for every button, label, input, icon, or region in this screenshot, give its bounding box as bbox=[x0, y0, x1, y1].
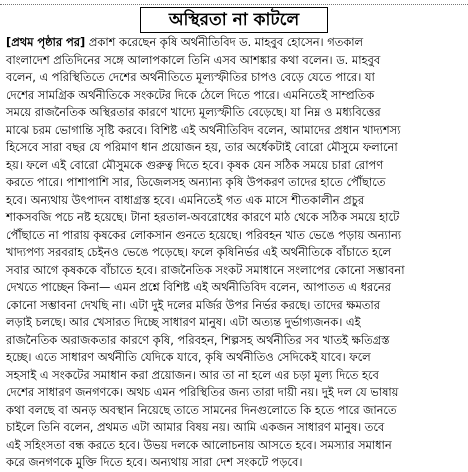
article-line: পৌঁছাতে না পারায় কৃষকের লোকসান গুনতে হয়েছে। পরিবহন খাত ভেঙে পড়ায় অন্যান্য bbox=[6, 227, 402, 242]
article-line: হচ্ছে। এতে সাধারণ অর্থনীতি যেদিকে যাবে, কৃষি অর্থনীতিও সেদিকেই যাবে। ফলে bbox=[6, 350, 371, 364]
article-line: রাজনৈতিক অরাজকতার কারণে কৃষি, পরিবহন, শিল্পসহ অর্থনীতির সব খাতই ক্ষতিগ্রস্ত bbox=[6, 332, 390, 347]
article-line: কোনো সম্ভাবনা দেখছি না। এটা দুই দলের মর্জির উপর নির্ভর করছে। তাদের ক্ষমতার bbox=[6, 297, 380, 312]
article-line: দেশের সামগ্রিক অর্থনীতিকে সংকটের দিকে ঠেলে দিতে পারে। এমনিতেই সাম্প্রতিক bbox=[6, 87, 375, 102]
article-line: করতে পারে। পাশাপাশি সার, ডিজেলসহ অন্যান্য কৃষি উপকরণ তাদের হাতে পৌঁছাতে bbox=[6, 175, 386, 189]
article-line: দেশের সাধারণ জনগণকে। অথচ এমন পরিস্থিতির জন্য তারা দায়ী নয়। দুই দল যে ভাষায় bbox=[6, 385, 399, 399]
article-line-text: প্রকাশ করেছেন কৃষি অর্থনীতিবিদ ড. মাহবুব হোসেন। গতকাল bbox=[85, 35, 363, 49]
article-line: করে জনগণকে মুক্তি দিতে হবে। অন্যথায় সারা দেশ সংকটে পড়বে। bbox=[6, 455, 303, 469]
article-line: সময়ে রাজনৈতিক অস্থিরতার কারণে খাদ্যে মূল্যস্ফীতি বেড়েছে। যা নিম্ন ও মধ্যবিত্তের bbox=[6, 105, 381, 119]
article-line: শাকসবজি পচে নষ্ট হয়েছে। টানা হরতাল-অবরোধের কারণে মাঠ থেকে সঠিক সময়ে হাটে bbox=[6, 210, 400, 224]
article-line: সহসাই এ সংকটের সমাধান করা প্রয়োজন। আর তা না হলে এর চড়া মূল্য দিতে হবে bbox=[6, 367, 379, 382]
article-line: বাংলাদেশ প্রতিদিনের সঙ্গে আলাপকালে তিনি এসব আশঙ্কার কথা বলেন। ড. মাহবুব bbox=[6, 52, 381, 67]
article-line: সবার আগে কৃষককে বাঁচাতে হবে। রাজনৈতিক সংকট সমাধানে সংলাপের কোনো সম্ভাবনা bbox=[6, 262, 405, 277]
top-dotted-rule bbox=[0, 0, 468, 5]
article-line: কথা বলছে বা অনড় অবস্থান নিয়েছে তাতে সামনের দিনগুলোতে কি হতে পারে জানতে bbox=[6, 402, 397, 417]
article-line bbox=[6, 34, 462, 52]
headline: অস্থিরতা না কাটলে bbox=[140, 7, 328, 33]
article-line: হিসেবে সারা বছর যে পরিমাণ ধান প্রয়োজন হয়, তার অর্ধেকটাই বোরো মৌসুমে ফলানো bbox=[6, 140, 398, 154]
article-line: হবে। অন্যথায় উৎপাদন বাধাগ্রস্ত হবে। এমনিতেই গত এক মাসে শীতকালীন প্রচুর bbox=[6, 192, 365, 207]
article-line: মাঝে চরম ভোগান্তি সৃষ্টি করবে। বিশিষ্ট এই অর্থনীতিবিদ বলেন, আমাদের প্রধান খাদ্যশস্য bbox=[6, 122, 401, 137]
article-line: লড়াই চলছে। আর খেসারত দিচ্ছে সাধারণ মানুষ। এটা অত্যন্ত দুর্ভাগ্যজনক। এই bbox=[6, 315, 361, 329]
article-line: দেখতে পাচ্ছেন কিনা— এমন প্রশ্নে বিশিষ্ট এই অর্থনীতিবিদ বলেন, আপাতত এ ধরনের bbox=[6, 280, 391, 294]
article-line: বলেন, এ পরিস্থিতিতে দেশের অর্থনীতিতে মূল্যস্ফীতির চাপও বেড়ে যেতে পারে। যা bbox=[6, 70, 375, 84]
article-line: এই সহিংসতা বন্ধ করতে হবে। উভয় দলকে আলোচনায় আসতে হবে। সমস্যার সমাধান bbox=[6, 437, 392, 452]
article-line: খাদ্যপণ্য সরবরাহ চেইনও ভেঙে পড়েছে। ফলে কৃষিনির্ভর এই অর্থনীতিকে বাঁচাতে হলে bbox=[6, 245, 392, 259]
article-line: চাইলে তিনি বলেন, প্রথমত এটা আমার বিষয় নয়। আমি একজন সাধারণ মানুষ। তবে bbox=[6, 420, 385, 434]
article-line: হয়। ফলে এই বোরো মৌসুমকে গুরুত্ব দিতে হবে। কৃষক যেন সঠিক সময়ে চারা রোপণ bbox=[6, 157, 384, 172]
continuation-tag: [প্রথম পৃষ্ঠার পর] bbox=[6, 35, 86, 49]
article-body bbox=[6, 34, 462, 469]
